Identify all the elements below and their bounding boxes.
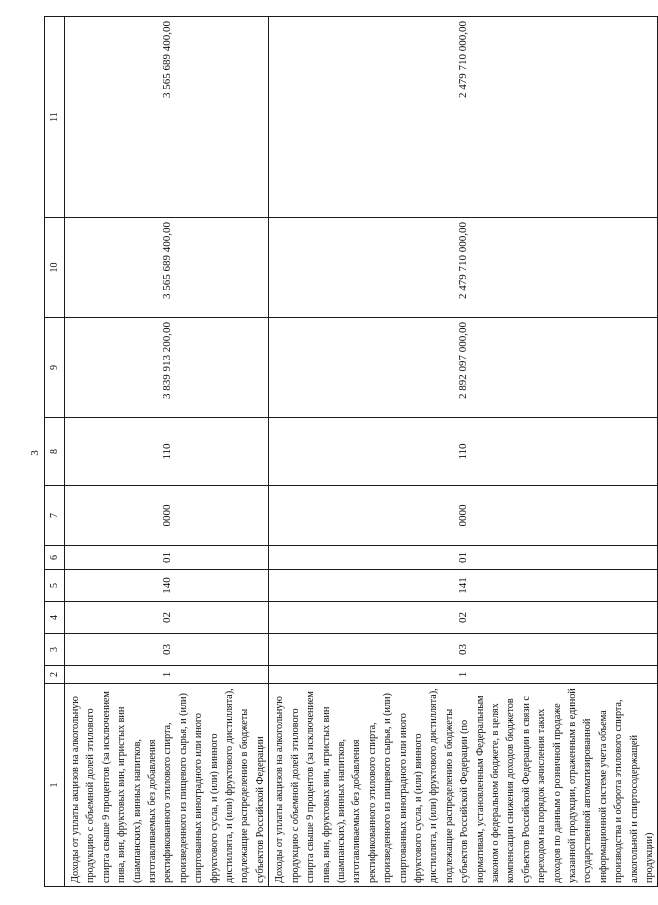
code-cell: 02 (65, 602, 269, 634)
amount-cell: 3 839 913 200,00 (65, 318, 269, 418)
rotated-page-content (44, 17, 656, 887)
amount-cell: 2 479 710 000,00 (269, 17, 658, 218)
code-cell: 0000 (269, 486, 658, 546)
code-cell: 110 (65, 418, 269, 486)
code-cell: 03 (269, 634, 658, 666)
code-cell: 0000 (65, 486, 269, 546)
code-cell: 1 (269, 666, 658, 684)
column-header: 2 (45, 666, 65, 684)
column-header: 1 (45, 684, 65, 887)
column-header: 11 (45, 17, 65, 218)
amount-cell: 2 479 710 000,00 (269, 218, 658, 318)
code-cell: 141 (269, 570, 658, 602)
code-cell: 02 (269, 602, 658, 634)
column-header: 3 (45, 634, 65, 666)
budget-revenue-table (44, 16, 658, 887)
table-row (65, 17, 269, 887)
column-header: 4 (45, 602, 65, 634)
column-header: 8 (45, 418, 65, 486)
column-header: 5 (45, 570, 65, 602)
column-header: 10 (45, 218, 65, 318)
column-header: 9 (45, 318, 65, 418)
code-cell: 1 (65, 666, 269, 684)
code-cell: 01 (65, 546, 269, 570)
revenue-description: Доходы от уплаты акцизов на алкогольную продукцию с объемной долей этилового спирта свыше 9 процентов (за исключением пива, вин, фруктовых вин, игристых вин (шампанских), винных напитков, изготавливаемых без добавления ректификованного этилового спирта, произведенного из пищевого сырья, и (или) спиртованных виноградного или иного фруктового сусла, и (или) винного дистиллята, и (или) фруктового дистиллята), подлежащие распределению в бюджеты субъектов Российской Федерации (по нормативам, установленным Федеральным законом о федеральном бюджете, в целях компенсации снижения доходов бюджетов субъектов Российской Федерации в связи с переходом на порядок зачисления таких доходов по данным о розничной продаже указанной продукции, отраженным в единой государственной автоматизированной информационной системе учета объема производства и оборота этилового спирта, алкогольной и спиртосодержащей продукции) (269, 684, 658, 887)
column-header: 6 (45, 546, 65, 570)
code-cell: 110 (269, 418, 658, 486)
code-cell: 140 (65, 570, 269, 602)
amount-cell: 3 565 689 400,00 (65, 17, 269, 218)
column-header: 7 (45, 486, 65, 546)
column-number-row (45, 17, 65, 887)
amount-cell: 2 892 097 000,00 (269, 318, 658, 418)
revenue-description: Доходы от уплаты акцизов на алкогольную продукцию с объемной долей этилового спирта свыше 9 процентов (за исключением пива, вин, фруктовых вин, игристых вин (шампанских), винных напитков, изготавливаемых без добавления ректификованного этилового спирта, произведенного из пищевого сырья, и (или) спиртованных виноградного или иного фруктового сусла, и (или) винного дистиллята, и (или) фруктового дистиллята), подлежащие распределению в бюджеты субъектов Российской Федерации (65, 684, 269, 887)
page-number: 3 (29, 450, 41, 456)
table-row (269, 17, 658, 887)
amount-cell: 3 565 689 400,00 (65, 218, 269, 318)
code-cell: 03 (65, 634, 269, 666)
code-cell: 01 (269, 546, 658, 570)
